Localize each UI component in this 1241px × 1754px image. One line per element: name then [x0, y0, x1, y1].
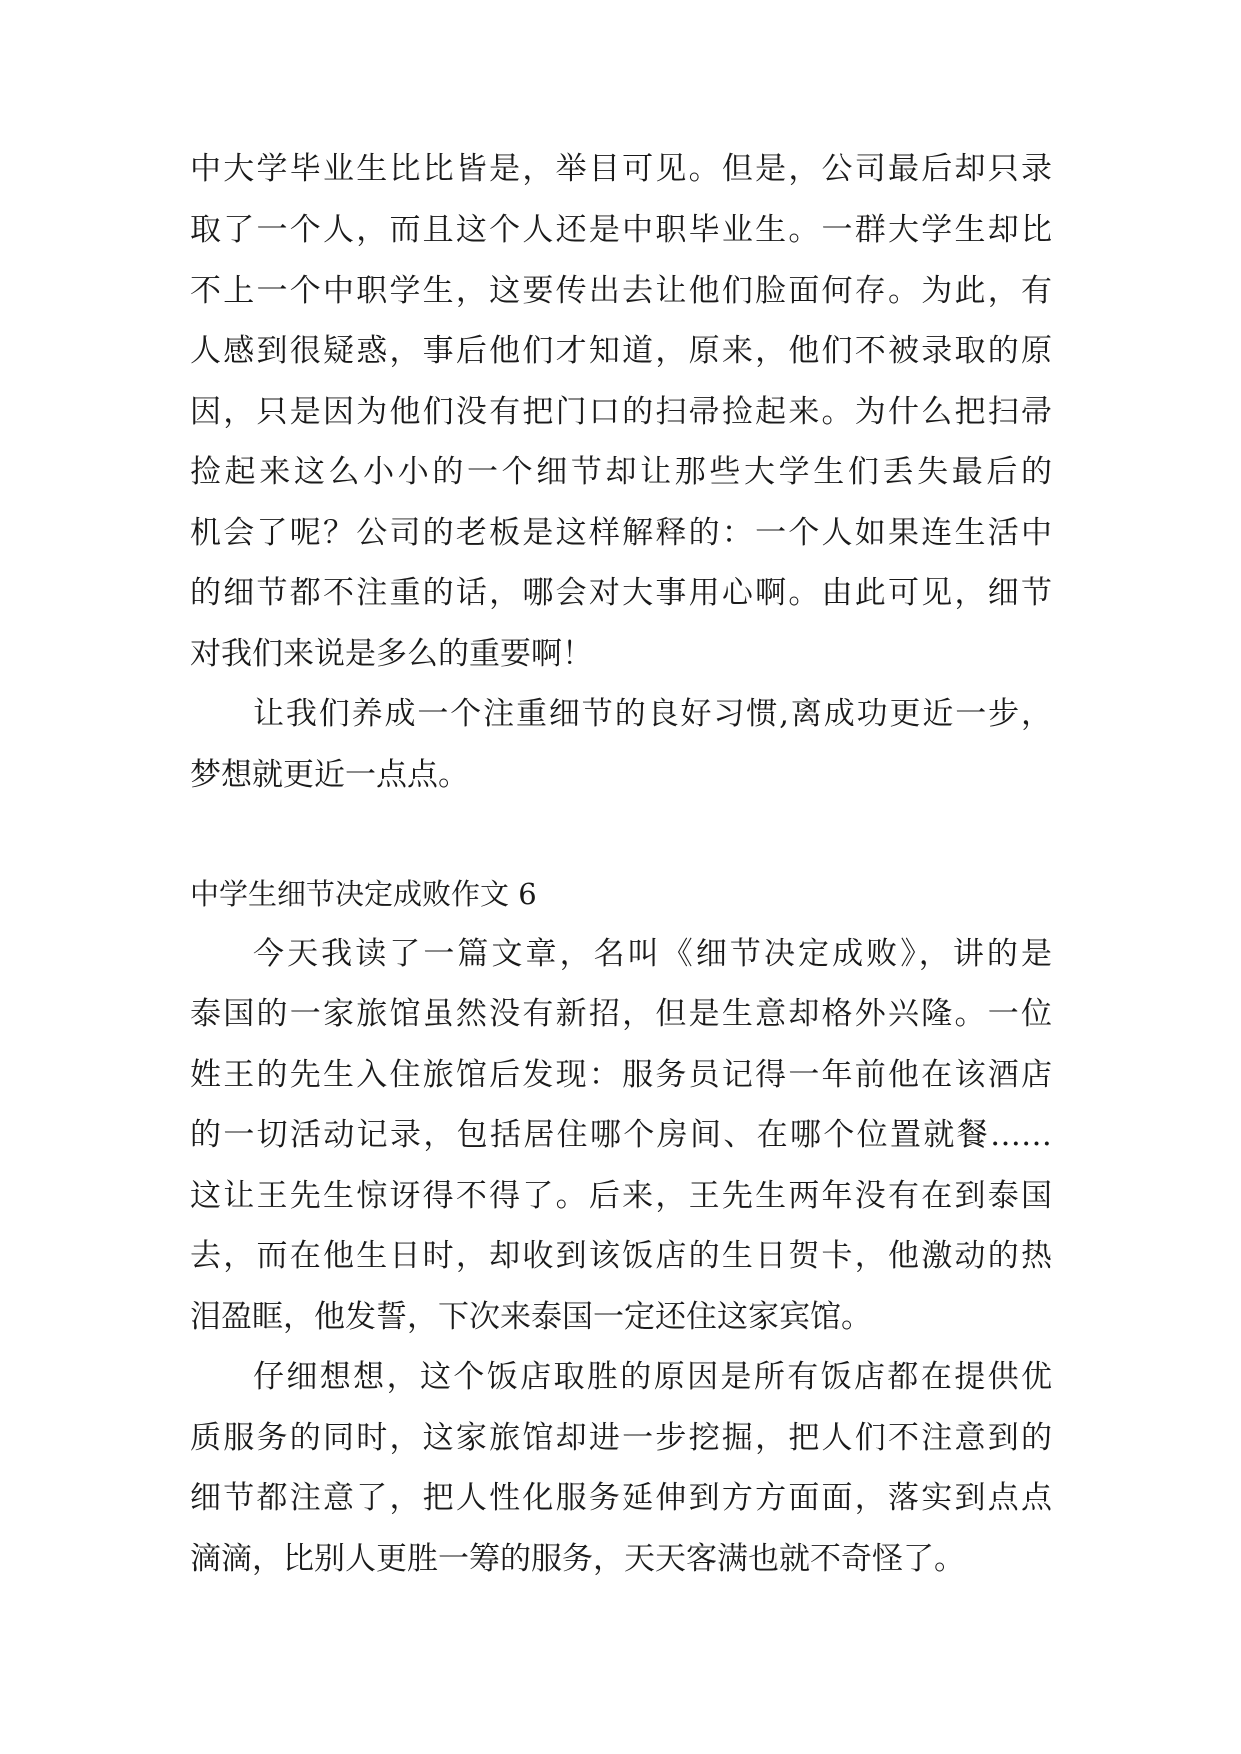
paragraph-line: 因，只是因为他们没有把门口的扫帚捡起来。为什么把扫帚 — [190, 394, 1052, 430]
paragraph-line: 仔细想想，这个饭店取胜的原因是所有饭店都在提供优 — [253, 1359, 1052, 1395]
paragraph-line: 去，而在他生日时，却收到该饭店的生日贺卡，他激动的热 — [190, 1238, 1052, 1274]
paragraph-line: 让我们养成一个注重细节的良好习惯,离成功更近一步， — [253, 696, 1052, 732]
paragraph-line: 滴滴，比别人更胜一筹的服务，天天客满也就不奇怪了。 — [190, 1541, 965, 1577]
paragraph-line: 泪盈眶，他发誓，下次来泰国一定还住这家宾馆。 — [190, 1299, 872, 1335]
paragraph-line: 中大学毕业生比比皆是，举目可见。但是，公司最后却只录 — [190, 151, 1052, 187]
paragraph-line: 对我们来说是多么的重要啊！ — [190, 636, 593, 672]
paragraph-line: 细节都注意了，把人性化服务延伸到方方面面，落实到点点 — [190, 1480, 1052, 1516]
paragraph-line: 不上一个中职学生，这要传出去让他们脸面何存。为此，有 — [190, 273, 1052, 309]
paragraph-line: 的细节都不注重的话，哪会对大事用心啊。由此可见，细节 — [190, 575, 1052, 611]
paragraph-line: 的一切活动记录，包括居住哪个房间、在哪个位置就餐…… — [190, 1117, 1052, 1153]
paragraph-line: 取了一个人，而且这个人还是中职毕业生。一群大学生却比 — [190, 212, 1052, 248]
paragraph-line: 人感到很疑惑，事后他们才知道，原来，他们不被录取的原 — [190, 333, 1052, 369]
paragraph-line: 质服务的同时，这家旅馆却进一步挖掘，把人们不注意到的 — [190, 1420, 1052, 1456]
section-heading: 中学生细节决定成败作文 6 — [190, 877, 537, 911]
paragraph-line: 泰国的一家旅馆虽然没有新招，但是生意却格外兴隆。一位 — [190, 996, 1052, 1032]
paragraph-line: 机会了呢？公司的老板是这样解释的：一个人如果连生活中 — [190, 515, 1052, 551]
paragraph-line: 今天我读了一篇文章，名叫《细节决定成败》，讲的是 — [253, 936, 1052, 972]
paragraph-line: 梦想就更近一点点。 — [190, 757, 469, 793]
paragraph-line: 捡起来这么小小的一个细节却让那些大学生们丢失最后的 — [190, 454, 1052, 490]
paragraph-line: 这让王先生惊讶得不得了。后来，王先生两年没有在到泰国 — [190, 1178, 1052, 1214]
paragraph-line: 姓王的先生入住旅馆后发现：服务员记得一年前他在该酒店 — [190, 1057, 1052, 1093]
